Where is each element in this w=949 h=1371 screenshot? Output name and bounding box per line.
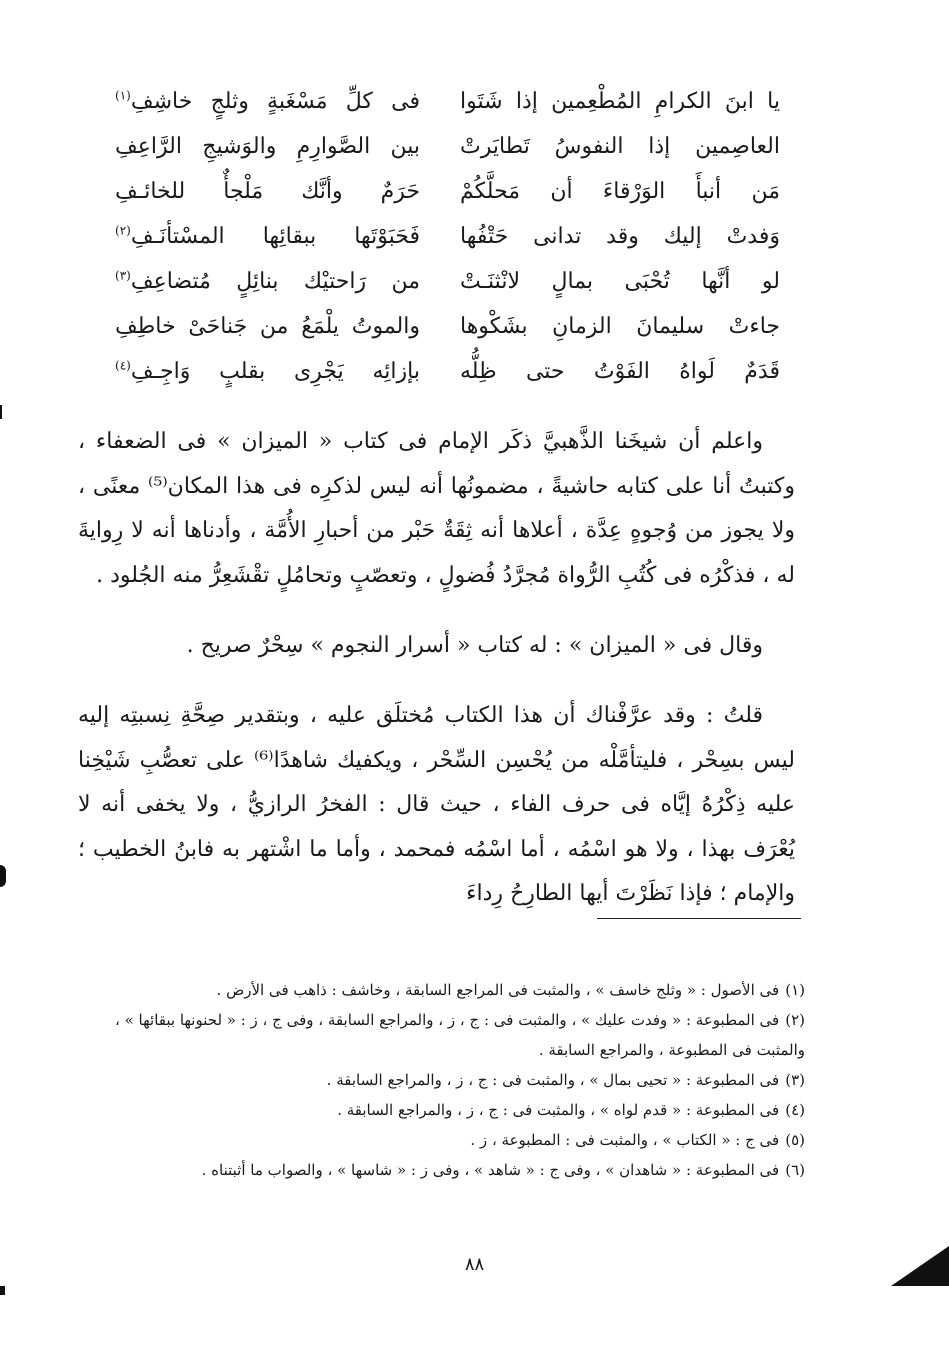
footnote-number: (٣) [785,1071,805,1089]
body-paragraph: وقال فى « الميزان » : له كتاب « أسرار النجوم » سِحْرٌ صريح . [186,633,763,658]
verse-second-hemistich: فَحَبَوْتَها ببقائِها المسْتأنَـفِ$^{(٢)}$ [115,223,420,249]
footnote [70,1155,805,1185]
footnote-number: (٦) [785,1161,805,1179]
scan-edge-mark [0,1286,5,1295]
verse-first-hemistich: العاصِمين إذا النفوسُ تَطايَرتْ [460,134,780,159]
scan-edge-mark [0,865,6,887]
verse-first-hemistich: وَفدتْ إليك وقد تدانى حَتْفُها [460,224,780,249]
footnote-text: فى المطبوعة : « تحيى بمال » ، والمثبت فى : ج ، ز ، والمراجع السابقة . [326,1071,780,1089]
footnote-text: فى الأصول : « وثلج خاسف » ، والمثبت فى المراجع السابقة ، وخاشف : ذاهب فى الأرض . [216,981,780,999]
verse-first-hemistich: جاءتْ سليمانَ الزمانِ بشَكْوها [460,314,780,339]
footnote-text: فى المطبوعة : « وفدت عليك » ، والمثبت فى : ج ، ز ، والمراجع السابقة ، وفى ج ، ز : « لحنونها ببقائها » ، والمثبت فى المطبوعة ، والمراجع السابقة . [114,1011,805,1059]
body-paragraph: واعلم أن شيخَنا الذَّهبيَّ ذكَر الإمام فى كتاب « الميزان » فى الضعفاء ، وكتبتُ أنا على كتابه حاشيةً ، مضمونُها أنه ليس لذكرِه فى هذا المكان⁽⁵⁾ معنًى ، ولا يجوز من وُجوهٍ عِدَّة ، أعلاها أنه ثِقَةٌ حَبْر من أحبارِ الأُمَّة ، وأدناها أنه لا رِوايةَ له ، فذكْرُه فى كُتُبِ الرُّواة مُجرَّدُ فُضولٍ ، وتعصّبٍ وتحامُلٍ تقْشَعِرُّ منه الجُلود . [78,429,795,588]
footnote-number: (١) [785,981,805,999]
footnote-ref: (٣) [115,268,131,283]
footnote-number: (٢) [785,1011,805,1029]
footnotes-list [70,975,805,1185]
footnote-text: فى المطبوعة : « شاهدان » ، وفى ج : « شاهد » ، وفى ز : « شاسها » ، والصواب ما أثبتناه . [201,1161,780,1179]
footnote-text: فى المطبوعة : « قدم لواه » ، والمثبت فى : ج ، ز ، والمراجع السابقة . [337,1101,780,1119]
footnote-separator [597,918,801,919]
scan-edge-mark [0,405,2,419]
page-number: ٨٨ [464,1254,485,1275]
verse-second-hemistich: والموتُ يلْمَعُ من جَناحَىْ خاطِفِ [115,314,420,339]
verse-first-hemistich: مَن أنبأَ الوَرْقاءَ أن مَحلَّكُمْ [460,179,780,204]
footnote-ref: (١) [115,88,131,103]
verse-row [110,84,780,129]
verse-row [110,309,780,354]
footnote-ref: (٢) [115,223,131,238]
verse-row [110,129,780,174]
footnote-number: (٥) [785,1131,805,1149]
verse-first-hemistich: يا ابنَ الكرامِ المُطْعِمين إذا شَتَوا [460,89,780,114]
verse-second-hemistich: بإزائِه يَجْرِى بقلبٍ وَاجِـفِ$^{(٤)}$ [115,358,420,384]
verse-row [110,174,780,219]
scan-corner-shadow [891,1246,949,1286]
footnote [70,1125,805,1155]
footnote [70,1095,805,1125]
verse-second-hemistich: فى كلِّ مَسْغَبةٍ وثلجٍ خاشِفِ$^{(١)}$ [115,88,420,114]
verse-second-hemistich: من رَاحتيْك بنائِلٍ مُتضاعِفِ$^{(٣)}$ [115,268,420,294]
verse-second-hemistich: بين الصَّوارِمِ والوَشيجِ الرَّاعِفِ [115,134,420,159]
footnote-ref: (٤) [115,358,131,373]
verse-row [110,264,780,309]
verse-first-hemistich: لو أنَّها تُحْبَى بمالٍ لانْثنَـتْ [460,269,780,294]
footnote [70,975,805,1005]
verse-row [110,219,780,264]
footnote [70,1065,805,1095]
footnote [70,1005,805,1065]
verse-row [110,354,780,399]
body-paragraph: قلتُ : وقد عرَّفْناك أن هذا الكتاب مُختلَق عليه ، وبتقدير صِحَّةِ نِسبتِه إليه ليس بسِحْر ، فليتأمَّلْه من يُحْسِن السِّحْر ، ويكفيك شاهدًا⁽⁶⁾ على تعصُّبِ شَيْخِنا عليه ذِكْرُهُ إيَّاه فى حرف الفاء ، حيث قال : الفخرُ الرازيُّ ، ولا يخفى أنه لا يُعْرَف بهذا ، ولا هو اسْمُه ، أما اسْمُه فمحمد ، وأما ما اشْتهر به فابنُ الخطيب ؛ والإمام ؛ فإذا نَظَرْتَ أيها الطارِحُ رِداءَ [78,703,795,906]
verse-first-hemistich: قَدَمٌ لَواهُ الفَوْتُ حتى ظِلُّه [460,359,780,384]
poem [110,84,780,399]
footnote-number: (٤) [785,1101,805,1119]
verse-second-hemistich: حَرَمٌ وأنَّك مَلْجأٌ للخائـفِ [115,179,420,204]
footnote-text: فى ج : « الكتاب » ، والمثبت فى : المطبوعة ، ز . [470,1131,780,1149]
